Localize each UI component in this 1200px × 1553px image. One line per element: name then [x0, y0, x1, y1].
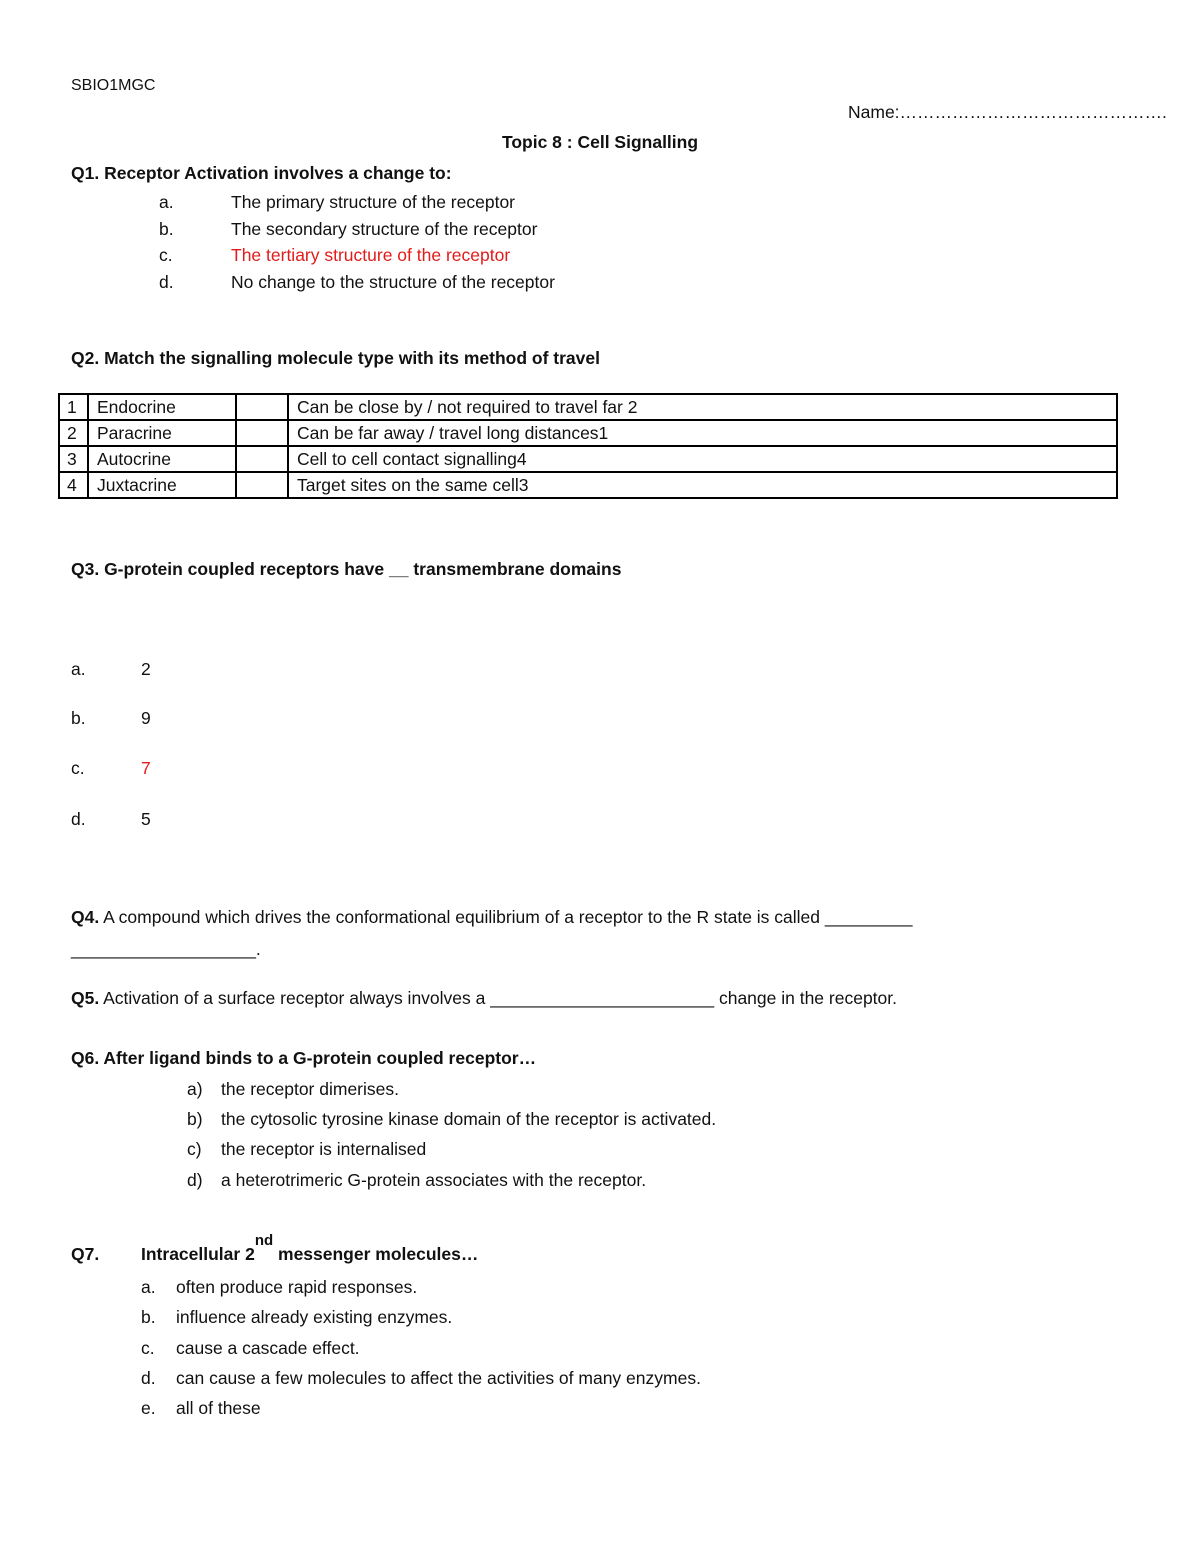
question-6-label: Q6. After ligand binds to a G-protein coupled receptor… [71, 1048, 537, 1068]
option-text: 9 [141, 708, 151, 728]
question-7-text-before: Intracellular 2 [141, 1244, 255, 1264]
molecule-type: Autocrine [88, 446, 236, 472]
answer-cell [236, 420, 288, 446]
option-text: often produce rapid responses. [176, 1277, 418, 1297]
question-5-prefix: Q5. [71, 988, 100, 1008]
option-letter: b. [71, 708, 86, 728]
option-letter: a. [159, 192, 174, 212]
option-letter: c. [141, 1338, 155, 1358]
option-text-correct: 7 [141, 758, 151, 778]
row-number: 4 [59, 472, 88, 498]
question-4 [71, 909, 912, 927]
option-text-correct: The tertiary structure of the receptor [231, 245, 511, 265]
question-7-text-after: messenger molecules… [273, 1244, 479, 1264]
option-letter: d. [141, 1368, 156, 1388]
page-title: Topic 8 : Cell Signalling [501, 132, 699, 152]
option-text: influence already existing enzymes. [176, 1307, 453, 1327]
table-row [59, 472, 1117, 498]
row-number: 2 [59, 420, 88, 446]
molecule-type: Juxtacrine [88, 472, 236, 498]
question-3-label: Q3. G-protein coupled receptors have __ transmembrane domains [71, 559, 622, 579]
option-text: No change to the structure of the receptor [231, 272, 555, 292]
option-letter: a) [187, 1079, 203, 1099]
option-letter: b) [187, 1109, 203, 1129]
option-letter: c) [187, 1139, 202, 1159]
molecule-type: Paracrine [88, 420, 236, 446]
option-text: all of these [176, 1398, 261, 1418]
row-number: 3 [59, 446, 88, 472]
answer-cell [236, 472, 288, 498]
option-letter: b. [141, 1307, 156, 1327]
answer-cell [236, 394, 288, 420]
option-text: 5 [141, 809, 151, 829]
option-text: the cytosolic tyrosine kinase domain of the receptor is activated. [221, 1109, 717, 1129]
name-field-label: Name:………………………………………. [848, 102, 1167, 122]
table-row [59, 446, 1117, 472]
question-7-prefix: Q7. [71, 1244, 100, 1264]
option-text: cause a cascade effect. [176, 1338, 360, 1358]
option-text: 2 [141, 659, 151, 679]
option-letter: a. [141, 1277, 156, 1297]
option-text: a heterotrimeric G-protein associates with the receptor. [221, 1170, 647, 1190]
question-5 [71, 990, 897, 1008]
option-text: the receptor dimerises. [221, 1079, 399, 1099]
question-7-label [141, 1232, 479, 1264]
option-letter: a. [71, 659, 86, 679]
option-letter: d) [187, 1170, 203, 1190]
option-letter: c. [159, 245, 173, 265]
course-code: SBIO1MGC [71, 77, 156, 94]
question-4-text: A compound which drives the conformational equilibrium of a receptor to the R state is called _________ [99, 907, 913, 927]
option-letter: c. [71, 758, 85, 778]
row-number: 1 [59, 394, 88, 420]
question-5-text: Activation of a surface receptor always involves a _______________________ change in the receptor. [99, 988, 897, 1008]
molecule-type: Endocrine [88, 394, 236, 420]
table-row [59, 394, 1117, 420]
travel-method: Can be close by / not required to travel far 2 [288, 394, 1117, 420]
option-letter: b. [159, 219, 174, 239]
travel-method: Cell to cell contact signalling4 [288, 446, 1117, 472]
question-7-superscript: nd [254, 1232, 274, 1249]
question-4-blank-line: ___________________. [71, 939, 261, 959]
question-4-prefix: Q4. [71, 907, 100, 927]
option-text: The primary structure of the receptor [231, 192, 515, 212]
table-row [59, 420, 1117, 446]
option-text: The secondary structure of the receptor [231, 219, 538, 239]
option-letter: d. [71, 809, 86, 829]
option-letter: d. [159, 272, 174, 292]
option-text: can cause a few molecules to affect the activities of many enzymes. [176, 1368, 701, 1388]
question-1-label: Q1. Receptor Activation involves a change to: [71, 163, 452, 183]
option-letter: e. [141, 1398, 156, 1418]
matching-table [58, 393, 1118, 499]
option-text: the receptor is internalised [221, 1139, 427, 1159]
question-2-label: Q2. Match the signalling molecule type with its method of travel [71, 348, 600, 368]
travel-method: Target sites on the same cell3 [288, 472, 1117, 498]
travel-method: Can be far away / travel long distances1 [288, 420, 1117, 446]
answer-cell [236, 446, 288, 472]
